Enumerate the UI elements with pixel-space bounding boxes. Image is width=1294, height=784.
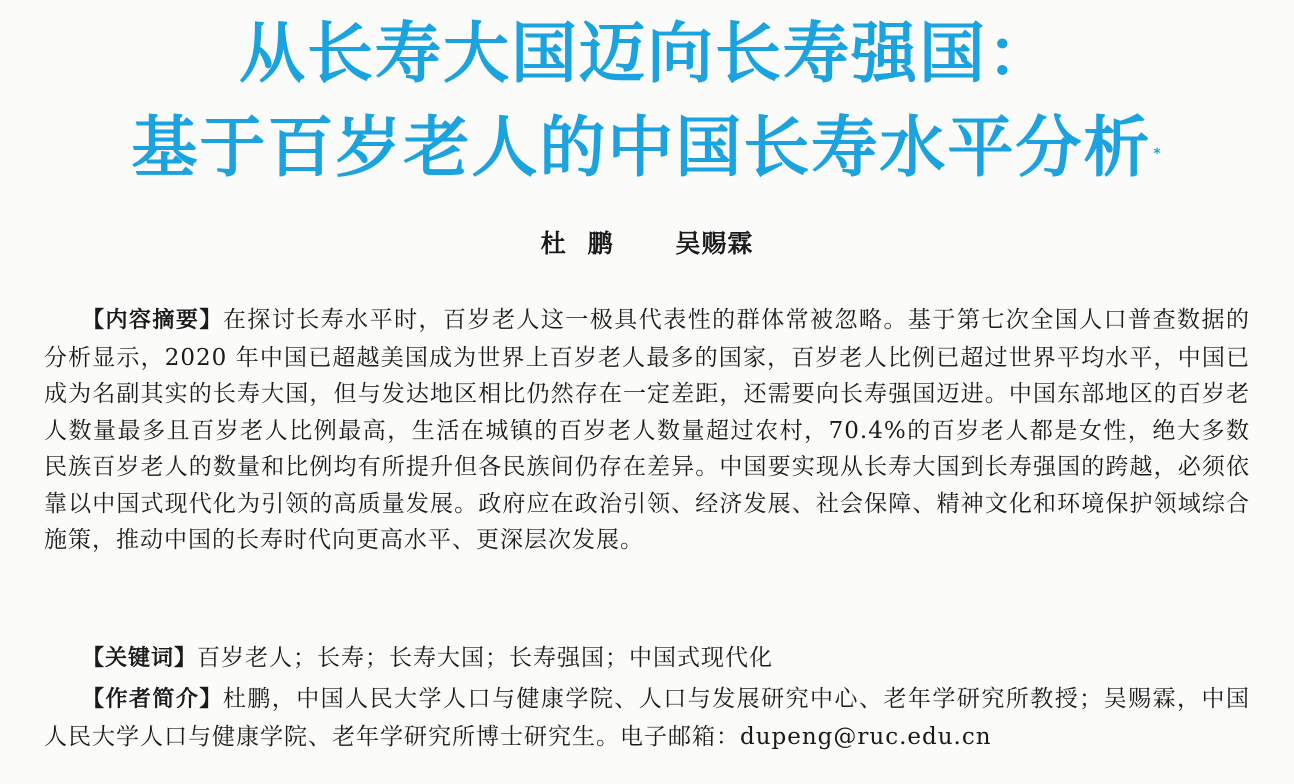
author-name: 吴赐霖 bbox=[675, 229, 754, 258]
paper-title-line-1 bbox=[0, 14, 1294, 94]
author-bio-paragraph bbox=[44, 681, 1250, 755]
author-list bbox=[0, 224, 1294, 264]
author-bio-text: 杜鹏，中国人民大学人口与健康学院、人口与发展研究中心、老年学研究所教授；吴赐霖，中国人民大学人口与健康学院、老年学研究所博士研究生。电子邮箱：dupeng@ruc.edu.cn bbox=[44, 686, 1250, 750]
title-line-1-text: 从长寿大国迈向长寿强国： bbox=[239, 15, 1055, 92]
author-name: 杜鹏 bbox=[540, 229, 635, 258]
abstract-label: 【内容摘要】 bbox=[82, 308, 223, 333]
keywords-label: 【关键词】 bbox=[82, 646, 198, 671]
author-bio-label: 【作者简介】 bbox=[82, 687, 223, 712]
keywords-paragraph bbox=[44, 640, 1250, 678]
paper-title-line-2 bbox=[0, 108, 1294, 188]
title-footnote-mark[interactable]: * bbox=[1153, 146, 1163, 162]
abstract-text: 在探讨长寿水平时，百岁老人这一极具代表性的群体常被忽略。基于第七次全国人口普查数据的分析显示，2020 年中国已超越美国成为世界上百岁老人最多的国家，百岁老人比例已超过世界平均水平，中国已成为名副其实的长寿大国，但与发达地区相比仍然存在一定差距，还需要向长寿强国迈进。中国东部地区的百岁老人数量最多且百岁老人比例最高，生活在城镇的百岁老人数量超过农村，70.4%的百岁老人都是女性，绝大多数民族百岁老人的数量和比例均有所提升但各民族间仍存在差异。中国要实现从长寿大国到长寿强国的跨越，必须依靠以中国式现代化为引领的高质量发展。政府应在政治引领、经济发展、社会保障、精神文化和环境保护领域综合施策，推动中国的长寿时代向更高水平、更深层次发展。 bbox=[44, 307, 1250, 553]
keywords-text: 百岁老人；长寿；长寿大国；长寿强国；中国式现代化 bbox=[197, 645, 774, 671]
title-line-2-text: 基于百岁老人的中国长寿水平分析 bbox=[131, 109, 1152, 186]
abstract-paragraph bbox=[44, 302, 1250, 559]
